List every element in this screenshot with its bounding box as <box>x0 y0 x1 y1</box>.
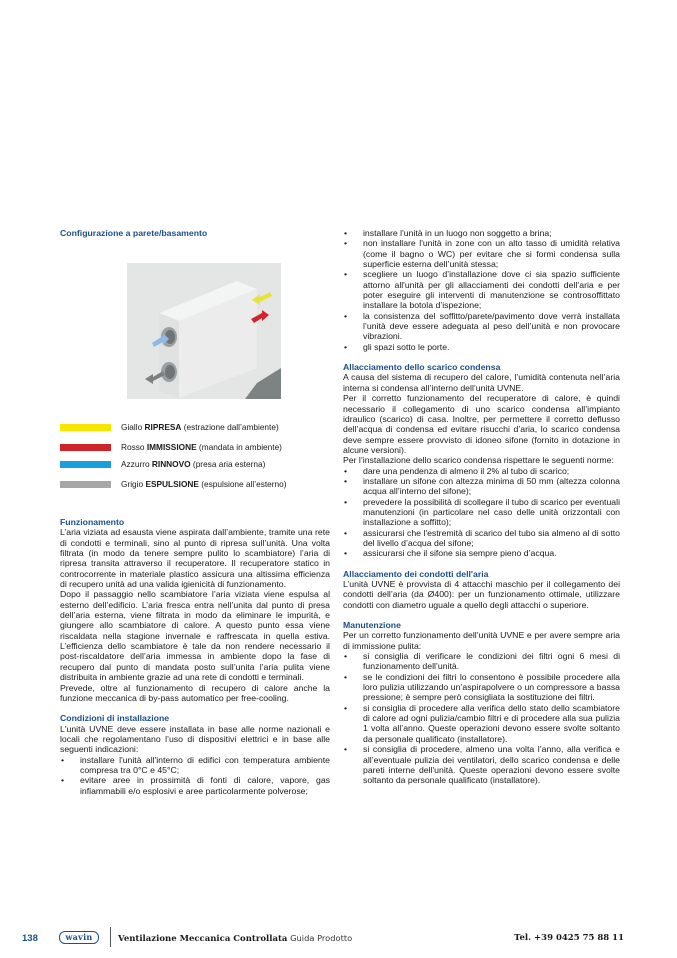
legend-item-espulsione: Grigio ESPULSIONE (espulsione all’esterno) <box>60 481 340 493</box>
bullet-icon: • <box>344 228 348 238</box>
manutenzione-list <box>343 651 620 785</box>
bullet-icon: • <box>344 310 348 321</box>
condizioni-heading: Condizioni di installazione <box>60 713 170 724</box>
condizioni-intro: L'unità UVNE deve essere installata in base alle norme nazionali e locali che regolamentano l’uso di dispositivi elettrici e in base alle seguenti indicazioni: <box>60 723 330 755</box>
list-item: • assicurarsi che l'estremità di scarico del tubo sia almeno al di sotto del livello d’acqua del sifone; <box>344 527 620 548</box>
funzionamento-heading: Funzionamento <box>60 517 125 527</box>
yellow-swatch <box>60 424 111 431</box>
bullet-icon: • <box>344 744 348 755</box>
funzionamento-paragraph-3: Prevede, oltre al funzionamento di recupero di calore anche la funzione meccanica di by-pass automatico per free-cooling. <box>60 682 330 703</box>
list-item: • assicurarsi che il sifone sia sempre pieno d’acqua. <box>344 548 557 559</box>
bullet-icon: • <box>344 651 348 662</box>
wavin-logo: wavin <box>59 931 99 944</box>
config-heading: Configurazione a parete/basamento <box>60 228 208 238</box>
bullet-icon: • <box>344 548 348 559</box>
scarico-heading: Allacciamento dello scarico condensa <box>343 362 501 373</box>
scarico-paragraph-3: Per l’installazione dello scarico condensa rispettare le seguenti norme: <box>343 455 614 466</box>
condotti-paragraph: L’unità UVNE è provvista di 4 attacchi maschio per il collegamento dei condotti dell’aria (da Ø400): per un funzionamento ottimale, utilizzare condotti con diametro uguale a quello degli attacchi o superiore. <box>343 579 620 610</box>
legend-item-ripresa: Giallo RIPRESA (estrazione dall’ambiente) <box>60 424 340 436</box>
funzionamento-paragraph-1: L’aria viziata ad esausta viene aspirata dall’ambiente, tramite una rete di condotti e terminali, sino al punto di ripresa sull’unità. Una volta filtrata (in modo da tenere sempre pulito lo scambiatore) l’aria di ripresa transita attraverso il recuperatore. Il recuperatore statico in controcorrente in materiale plastico assicura una altissima efficienza di recupero unità ad una valida igienicità di funzionamento. <box>60 527 330 590</box>
bullet-icon: • <box>344 671 348 682</box>
bullet-icon: • <box>344 496 348 507</box>
list-item: • si consiglia di procedere alla verifica dello stato dello scambiatore di calore ad ogni pulizia/cambio filtri e di procedere alla sua pulizia 1 volta all’anno. Queste operazioni devono essere svolte soltanto da personale qualificato (installatore). <box>344 702 620 744</box>
funzionamento-section <box>60 517 330 796</box>
bullet-icon: • <box>344 702 348 713</box>
bullet-icon: • <box>344 341 348 352</box>
list-item: • la consistenza del soffitto/parete/pavimento dove verrà installata l’unità deve essere adeguata al peso dell’unità e non provocare vibrazioni. <box>344 310 620 342</box>
manutenzione-intro: Per un corretto funzionamento dell’unità UVNE e per avere sempre aria di immissione pulita: <box>343 630 620 651</box>
condotti-heading: Allacciamento dei condotti dell'aria <box>343 568 489 579</box>
scarico-list <box>343 466 620 559</box>
list-item: • gli spazi sotto le porte. <box>344 341 450 352</box>
legend-item-immissione: Rosso IMMISSIONE (mandata in ambiente) <box>60 444 340 456</box>
list-item: • non installare l'unità in zone con un alto tasso di umidità relativa (come il bagno o WC) per evitare che si formi condensa sulla superficie esterna dell’unità stessa; <box>344 238 620 270</box>
footer-telephone: Tel. +39 0425 75 88 11 <box>514 933 624 943</box>
list-item: • installare l'unità in un luogo non soggetto a brina; <box>344 228 552 238</box>
list-item: • installare l'unità all'interno di edifici con temperatura ambiente compresa tra 0°C e 45°C; <box>61 754 330 775</box>
scarico-paragraph-2: Per il corretto funzionamento del recuperatore di calore, è quindi necessario il collegamento di uno scarico condensa all’impianto idraulico (scarico) di casa. Inoltre, per permettere il corretto deflusso dell’acqua di condensa ed evitare risucchi d’aria, lo scarico condensa deve sempre essere provvisto di idoneo sifone (fornito in dotazione in alcune versioni). <box>343 393 620 455</box>
list-item: • prevedere la possibilità di scollegare il tubo di scarico per eventuali manutenzioni (in particolare nel caso delle unità orizzontali con installazione a soffitto); <box>344 496 620 528</box>
list-item: • installare un sifone con altezza minima di 50 mm (altezza colonna acqua all’interno del sifone); <box>344 475 620 497</box>
condizioni-list <box>60 755 330 796</box>
gray-swatch <box>60 481 111 488</box>
product-image <box>127 263 281 399</box>
list-item: • se le condizioni dei filtri lo consentono è possibile procedere alla loro pulizia utilizzando un’aspirapolvere o un compressore a bassa pressione; è sempre però consigliata la sostituzione dei filtri. <box>344 671 620 703</box>
footer-title: Ventilazione Meccanica Controllata Guida Prodotto <box>118 933 353 944</box>
footer-divider <box>110 927 111 947</box>
bullet-icon: • <box>344 475 348 486</box>
right-column <box>343 228 620 786</box>
page-footer <box>0 926 677 950</box>
bullet-icon: • <box>344 269 348 280</box>
blue-swatch <box>60 461 111 468</box>
uvne-unit-illustration <box>127 263 281 399</box>
list-item: • evitare aree in prossimità di fonti di calore, vapore, gas infiammabili e/o esplosivi e aree particolarmente polverose; <box>61 775 330 796</box>
page-number: 138 <box>22 933 38 944</box>
manutenzione-heading: Manutenzione <box>343 620 401 631</box>
bullet-icon: • <box>344 238 348 249</box>
list-item: • si consiglia di verificare le condizioni dei filtri ogni 6 mesi di funzionamento dell’unità. <box>344 651 620 672</box>
bullet-icon: • <box>344 465 348 476</box>
scarico-paragraph-1: A causa del sistema di recupero del calore, l’umidità contenuta nell’aria interna si condensa all’interno dell’unità UVNE. <box>343 372 620 393</box>
list-item: • si consiglia di procedere, almeno una volta l’anno, alla verifica e all’eventuale pulizia dei ventilatori, dello scarico condensa e delle pareti interne dell'unità. Queste operazioni devono essere svolte soltanto da personale qualificato (installatore). <box>344 744 620 786</box>
list-item: • scegliere un luogo d’installazione dove ci sia spazio sufficiente attorno all'unità per gli allacciamenti dei condotti dell’aria e per poter eseguire gli interventi di manutenzione se controsoffittato installare la botola d’ispezione; <box>344 269 620 311</box>
bullet-icon: • <box>61 754 65 765</box>
red-swatch <box>60 444 111 451</box>
funzionamento-paragraph-2: Dopo il passaggio nello scambiatore l’aria viziata viene espulsa al esterno dell’edificio. L’aria fresca entra nell’unita dal punto di presa dell’aria esterna, viene filtrata in modo da eliminare le impurità, e giungere allo scambiatore di calore. A questo punto essa viene riscaldata nella stagione invernale e raffrescata in quella estiva. L’efficienza dello scambiatore è tale da non rendere necessario il post-riscaldatore dell’aria immessa in ambiente dopo la fase di recupero dal punto di mandata posto sull’unita l’aria pulita viene distribuita in ambiente grazie ad una rete di condotti e terminali. <box>60 589 330 683</box>
bullet-icon: • <box>61 775 65 786</box>
bullet-icon: • <box>344 527 348 538</box>
left-column <box>60 228 330 238</box>
legend-item-rinnovo: Azzurro RINNOVO (presa aria esterna) <box>60 461 340 473</box>
list-item: • dare una pendenza di almeno il 2% al tubo di scarico; <box>344 465 570 476</box>
condizioni-continued-list <box>343 228 620 352</box>
footer-subtitle: Guida Prodotto <box>290 933 353 943</box>
